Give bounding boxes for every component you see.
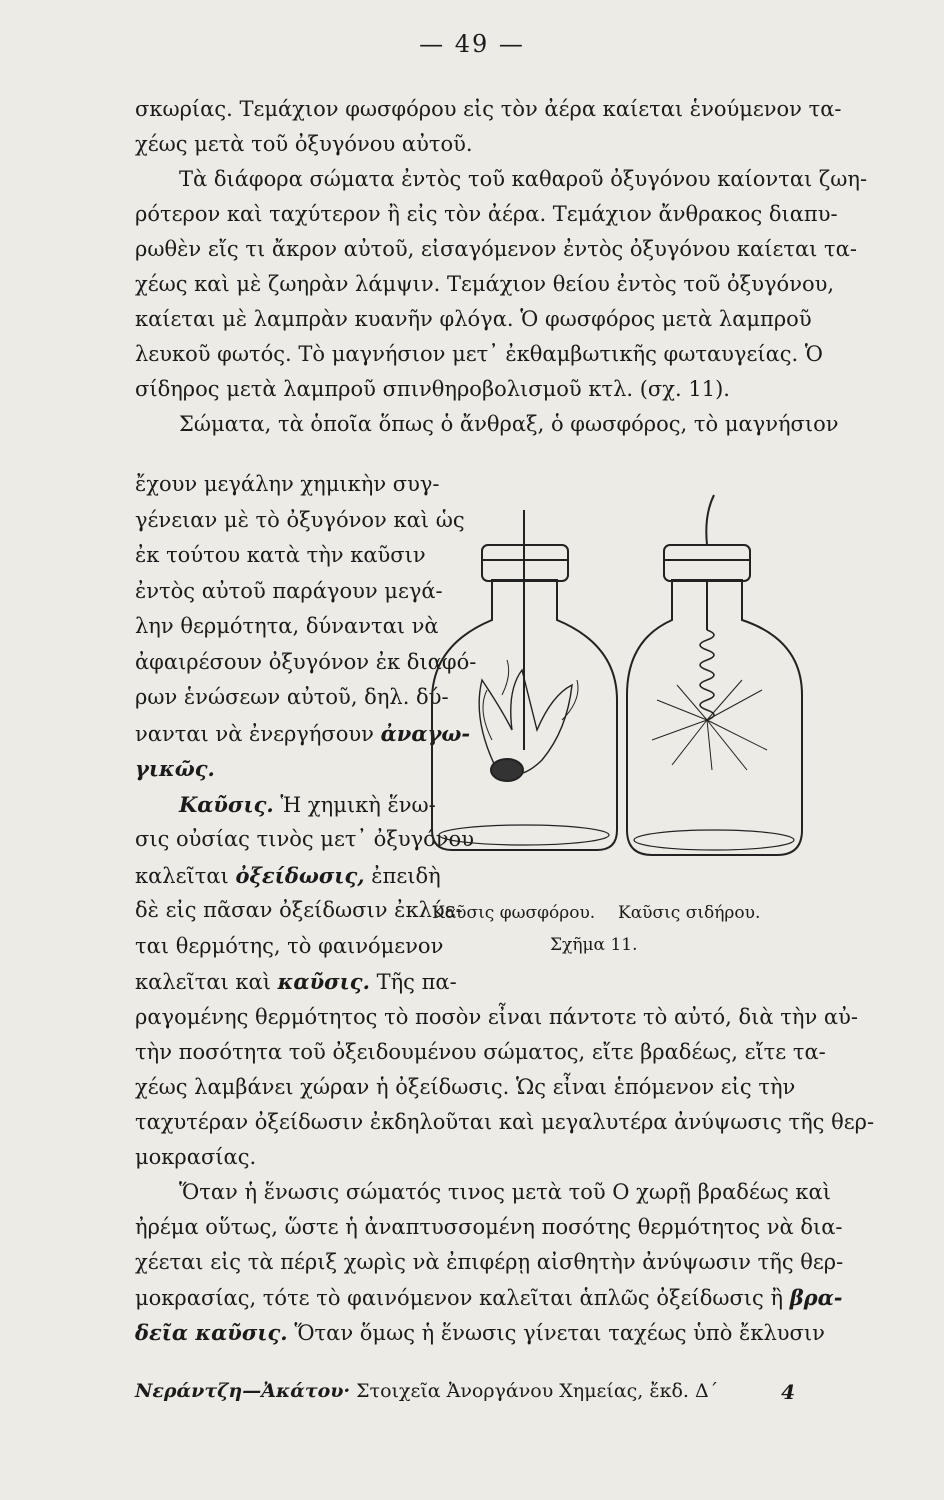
text-fragment: νανται νὰ ἐνεργήσουν xyxy=(135,721,374,746)
text-line xyxy=(135,716,471,752)
text-line: γένειαν μὲ τὸ ὀξυγόνον καὶ ὡς xyxy=(135,507,465,532)
text-line: ται θερμότης, τὸ φαινόμενον xyxy=(135,933,444,958)
paragraph-1 xyxy=(135,92,868,442)
term-vradeia-kausis: δεῖα καῦσις. xyxy=(135,1320,288,1345)
text-line xyxy=(135,1280,843,1315)
combustion-bottles-illustration xyxy=(412,470,812,890)
text-line: σκωρίας. Τεμάχιον φωσφόρου εἰς τὸν ἀέρα καίεται ἑνούμενον τα- xyxy=(135,97,842,121)
right-stopper xyxy=(664,545,750,581)
text-fragment: μοκρασίας, τότε τὸ φαινόμενον καλεῖται ἁπλῶς ὀξείδωσις ἢ xyxy=(135,1286,784,1310)
text-fragment: Τῆς πα- xyxy=(376,970,457,994)
text-line: λευκοῦ φωτός. Τὸ μαγνήσιον μετ᾽ ἐκθαμβωτικῆς φωταυγείας. Ὁ xyxy=(135,342,823,366)
iron-sparks xyxy=(652,680,767,770)
heading-kausis: Καῦσις. xyxy=(179,791,274,817)
text-line: τὴν ποσότητα τοῦ ὀξειδουμένου σώματος, εἴτε βραδέως, εἴτε τα- xyxy=(135,1040,826,1064)
text-line: Τὰ διάφορα σώματα ἐντὸς τοῦ καθαροῦ ὀξυγόνου καίονται ζωη- xyxy=(179,167,868,191)
text-fragment: καλεῖται xyxy=(135,863,229,888)
paragraph-lower xyxy=(135,1000,875,1350)
text-line: ἔχουν μεγάλην χημικὴν συγ- xyxy=(135,472,440,496)
text-fragment: Ὅταν ὅμως ἡ ἕνωσις γίνεται ταχέως ὑπὸ ἔκλυσιν xyxy=(294,1321,825,1345)
phosphorus-flame xyxy=(479,670,572,775)
text-line: ἠρέμα οὕτως, ὥστε ἡ ἀναπτυσσομένη ποσότης θερμότητος νὰ δια- xyxy=(135,1215,843,1239)
text-line: χέεται εἰς τὰ πέριξ χωρὶς νὰ ἐπιφέρῃ αἰσθητὴν ἀνύψωσιν τῆς θερ- xyxy=(135,1250,844,1274)
text-line: ρωθὲν εἴς τι ἄκρον αὐτοῦ, εἰσαγόμενον ἐντὸς ὀξυγόνου καίεται τα- xyxy=(135,237,857,261)
text-line: λην θερμότητα, δύνανται νὰ xyxy=(135,614,439,638)
text-line: ἐντὸς αὐτοῦ παράγουν μεγά- xyxy=(135,578,443,603)
term-vradeia: βρα- xyxy=(789,1285,843,1310)
text-line xyxy=(135,858,441,894)
text-line: ἐκ τούτου κατὰ τὴν καῦσιν xyxy=(135,543,426,567)
figure-label: Σχῆμα 11. xyxy=(550,935,638,955)
text-line: σις οὐσίας τινὸς μετ᾽ ὀξυγόνου xyxy=(135,827,474,851)
right-wire xyxy=(706,495,714,545)
page-footer xyxy=(135,1380,815,1402)
text-line: Σώματα, τὰ ὁποῖα ὅπως ὁ ἄνθραξ, ὁ φωσφόρος, τὸ μαγνήσιον xyxy=(179,412,839,436)
footer-book-title: Στοιχεῖα Ἀνοργάνου Χημείας, ἔκδ. Δ´ xyxy=(356,1380,719,1402)
text-line: χέως λαμβάνει χώραν ἡ ὀξείδωσις. Ὡς εἶναι ἑπόμενον εἰς τὴν xyxy=(135,1075,796,1099)
text-fragment: Ἡ χημικὴ ἕνω- xyxy=(280,792,436,817)
caption-phosphorus: Καῦσις φωσφόρου. xyxy=(432,903,596,923)
term-kausis: καῦσις. xyxy=(277,969,370,994)
text-line: δὲ εἰς πᾶσαν ὀξείδωσιν ἐκλύε- xyxy=(135,898,463,922)
text-line: χέως καὶ μὲ ζωηρὰν λάμψιν. Τεμάχιον θείου ἐντὸς τοῦ ὀξυγόνου, xyxy=(135,272,835,296)
figure-11 xyxy=(412,470,812,890)
text-line: ταχυτέραν ὀξείδωσιν ἐκδηλοῦται καὶ μεγαλυτέρα ἀνύψωσις τῆς θερ- xyxy=(135,1110,875,1134)
text-line: ἀφαιρέσουν ὀξυγόνον ἐκ διαφό- xyxy=(135,649,477,674)
text-line: σίδηρος μετὰ λαμπροῦ σπινθηροβολισμοῦ κτλ. (σχ. 11). xyxy=(135,377,730,401)
right-bottle xyxy=(627,580,802,855)
caption-iron: Καῦσις σιδήρου. xyxy=(618,903,761,923)
text-line: καίεται μὲ λαμπρὰν κυανῆν φλόγα. Ὁ φωσφόρος μετὰ λαμπροῦ xyxy=(135,307,812,331)
term-anagogikos-cont: γικῶς. xyxy=(135,756,215,781)
text-line: ραγομένης θερμότητος τὸ ποσὸν εἶναι πάντοτε τὸ αὐτό, διὰ τὴν αὐ- xyxy=(135,1005,858,1029)
phosphorus-spoon xyxy=(491,759,523,781)
text-fragment: ἐπειδὴ xyxy=(371,863,441,888)
text-line: μοκρασίας. xyxy=(135,1145,257,1169)
text-line xyxy=(135,1315,825,1350)
term-oxeidosis: ὀξείδωσις, xyxy=(235,862,365,888)
text-fragment: καλεῖται καὶ xyxy=(135,970,271,994)
left-column-text xyxy=(135,467,477,1000)
text-line: Ὅταν ἡ ἕνωσις σώματός τινος μετὰ τοῦ Ο χωρῇ βραδέως καὶ xyxy=(179,1180,831,1204)
text-line: ρων ἑνώσεων αὐτοῦ, δηλ. δύ- xyxy=(135,685,449,709)
text-line xyxy=(135,964,457,1000)
iron-spiral xyxy=(700,630,714,720)
footer-authors: Νεράντζη—Ἀκάτου· xyxy=(135,1380,351,1402)
term-anagogikos: ἀναγω- xyxy=(380,720,471,746)
text-line: ρότερον καὶ ταχύτερον ἢ εἰς τὸν ἀέρα. Τεμάχιον ἄνθρακος διαπυ- xyxy=(135,202,838,226)
text-line: χέως μετὰ τοῦ ὀξυγόνου αὐτοῦ. xyxy=(135,132,473,156)
text-line xyxy=(135,787,435,823)
sheet-number: 4 xyxy=(781,1380,795,1404)
page-number: — 49 — xyxy=(419,30,525,58)
